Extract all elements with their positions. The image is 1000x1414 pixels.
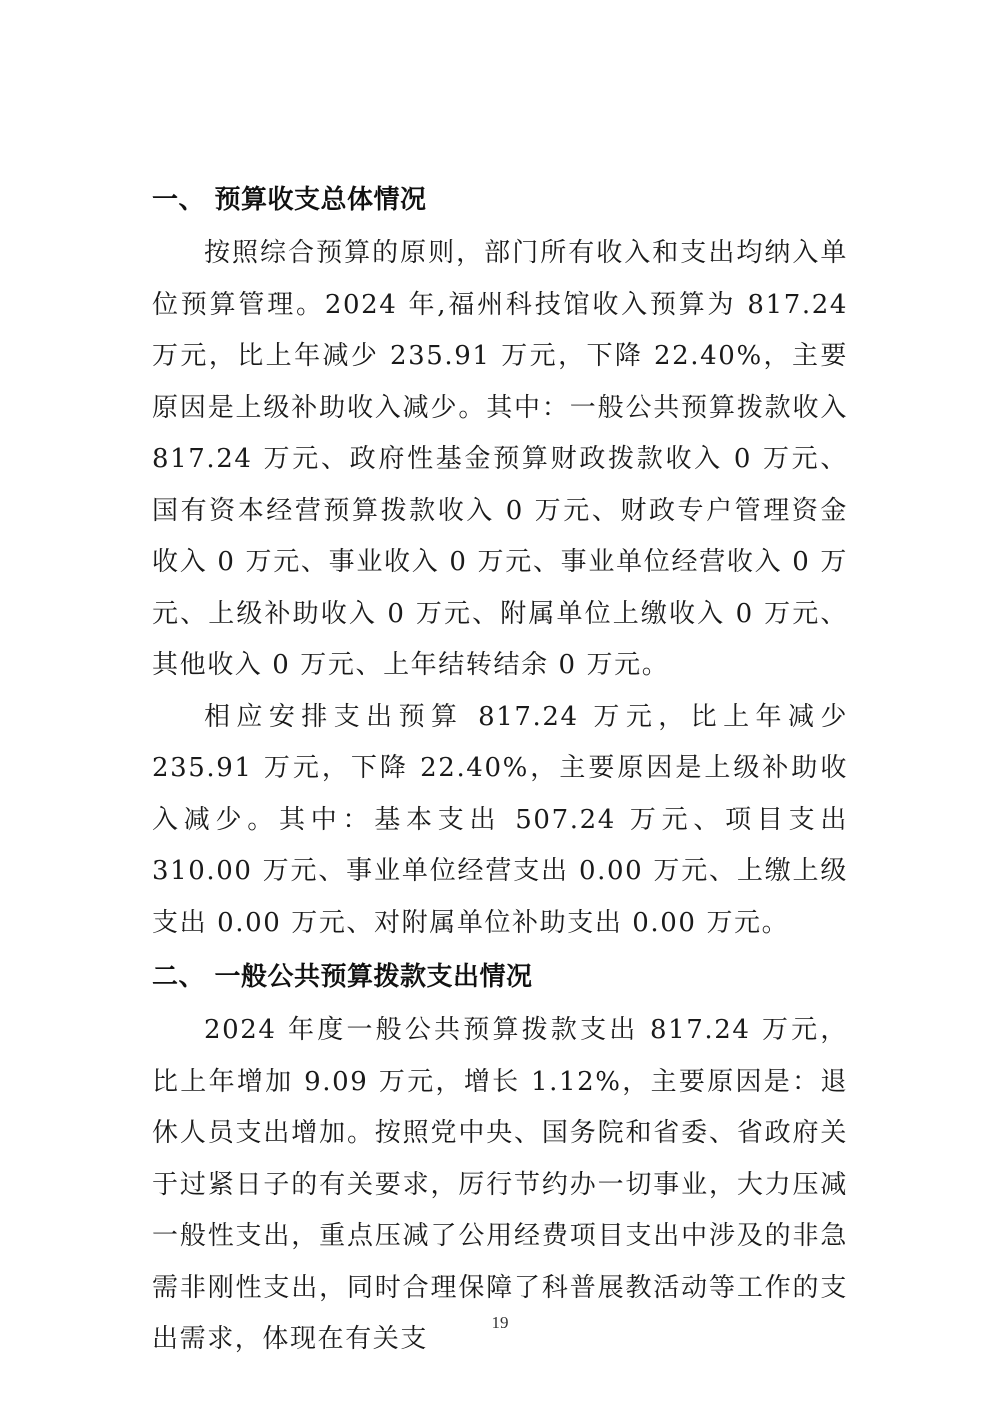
section-heading-budget-overview: 一、 预算收支总体情况 [152,185,427,215]
paragraph-general-public-expenditure: 2024 年度一般公共预算拨款支出 817.24 万元，比上年增加 9.09 万元，增长 1.12%，主要原因是：退休人员支出增加。按照党中央、国务院和省委、省政府关于过紧日子的有关要求，厉行节约办一切事业，大力压减一般性支出，重点压减了公用经费项目支出中涉及的非急需非刚性支出，同时合理保障了科普展教活动等工作的支出需求，体现在有关支 [152,1015,848,1354]
section-heading-general-public-budget: 二、 一般公共预算拨款支出情况 [152,962,533,992]
paragraph-expenditure-budget: 相应安排支出预算 817.24 万元，比上年减少 235.91 万元，下降 22.40%，主要原因是上级补助收入减少。其中：基本支出 507.24 万元、项目支出 310.00 万元、事业单位经营支出 0.00 万元、上缴上级支出 0.00 万元、对附属单位补助支出 0.00 万元。 [152,701,848,938]
paragraph-income-budget: 按照综合预算的原则，部门所有收入和支出均纳入单位预算管理。2024 年,福州科技馆收入预算为 817.24 万元，比上年减少 235.91 万元，下降 22.40%，主要原因是上级补助收入减少。其中：一般公共预算拨款收入 817.24 万元、政府性基金预算财政拨款收入 0 万元、国有资本经营预算拨款收入 0 万元、财政专户管理资金收入 0 万元、事业收入 0 万元、事业单位经营收入 0 万元、上级补助收入 0 万元、附属单位上缴收入 0 万元、其他收入 0 万元、上年结转结余 0 万元。 [152,238,848,680]
page-number: 19 [491,1313,509,1332]
document-body [152,172,848,1366]
